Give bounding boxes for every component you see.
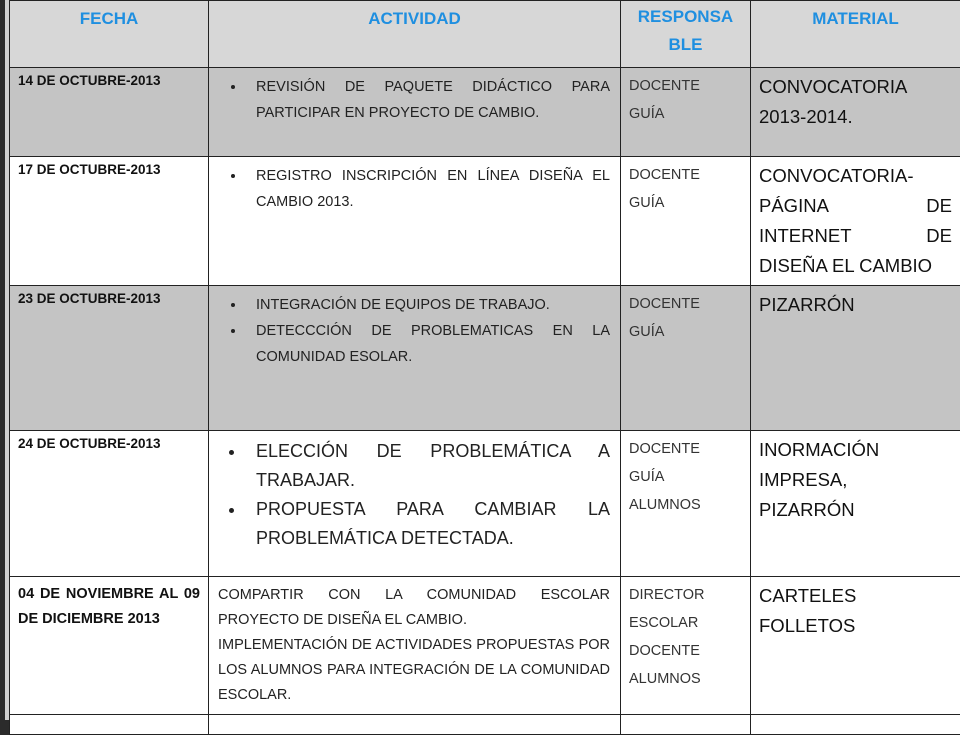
actividad-cell [209, 577, 621, 715]
table-row [10, 157, 960, 286]
responsable-cell: DOCENTE GUÍA [621, 286, 751, 431]
fecha-cell: 14 DE OCTUBRE-2013 [10, 68, 209, 157]
actividad-item: • REGISTRO INSCRIPCIÓN EN LÍNEA DISEÑA EL CAMBIO 2013. [246, 163, 610, 215]
actividad-cell [209, 431, 621, 577]
fecha-cell: 04 DE NOVIEMBRE AL 09 DE DICIEMBRE 2013 [10, 577, 209, 715]
actividad-cell [209, 715, 621, 735]
responsable-cell: DOCENTE GUÍA [621, 157, 751, 286]
actividad-cell [209, 286, 621, 431]
material-cell: INORMACIÓN IMPRESA, PIZARRÓN [751, 431, 960, 577]
fecha-cell: 17 DE OCTUBRE-2013 [10, 157, 209, 286]
actividad-paragraph: COMPARTIR CON LA COMUNIDAD ESCOLAR PROYECTO DE DISEÑA EL CAMBIO. [218, 583, 610, 633]
responsable-cell: DOCENTE GUÍA ALUMNOS [621, 431, 751, 577]
header-material: MATERIAL [751, 1, 960, 68]
material-cell: PIZARRÓN [751, 286, 960, 431]
table-row [10, 431, 960, 577]
material-cell: CONVOCATORIA- PÁGINA DE INTERNET DE DISEÑA EL CAMBIO [751, 157, 960, 286]
fecha-cell [10, 715, 209, 735]
actividad-item: • DETECCCIÓN DE PROBLEMATICAS EN LA COMUNIDAD ESOLAR. [246, 318, 610, 370]
schedule-table [9, 0, 960, 735]
material-cell: CARTELES FOLLETOS [751, 577, 960, 715]
table-row [10, 577, 960, 715]
actividad-cell [209, 157, 621, 286]
header-actividad: ACTIVIDAD [209, 1, 621, 68]
header-fecha: FECHA [10, 1, 209, 68]
fecha-cell: 24 DE OCTUBRE-2013 [10, 431, 209, 577]
actividad-paragraph: IMPLEMENTACIÓN DE ACTIVIDADES PROPUESTAS POR LOS ALUMNOS PARA INTEGRACIÓN DE LA COMUNIDAD ESCOLAR. [218, 633, 610, 708]
responsable-cell: DOCENTE GUÍA [621, 68, 751, 157]
actividad-item: • REVISIÓN DE PAQUETE DIDÁCTICO PARA PARTICIPAR EN PROYECTO DE CAMBIO. [246, 74, 610, 126]
table-row [10, 715, 960, 735]
actividad-item: • INTEGRACIÓN DE EQUIPOS DE TRABAJO. [246, 292, 610, 318]
actividad-cell [209, 68, 621, 157]
material-cell: CONVOCATORIA 2013-2014. [751, 68, 960, 157]
responsable-cell [621, 715, 751, 735]
fecha-cell: 23 DE OCTUBRE-2013 [10, 286, 209, 431]
header-row [10, 1, 960, 68]
material-cell [751, 715, 960, 735]
actividad-item: • PROPUESTA PARA CAMBIAR LA PROBLEMÁTICA DETECTADA. [246, 495, 610, 553]
responsable-cell: DIRECTOR ESCOLAR DOCENTE ALUMNOS [621, 577, 751, 715]
actividad-item: • ELECCIÓN DE PROBLEMÁTICA A TRABAJAR. [246, 437, 610, 495]
table-row [10, 68, 960, 157]
table-row [10, 286, 960, 431]
header-responsable: RESPONSA BLE [621, 1, 751, 68]
document-page [5, 0, 960, 720]
